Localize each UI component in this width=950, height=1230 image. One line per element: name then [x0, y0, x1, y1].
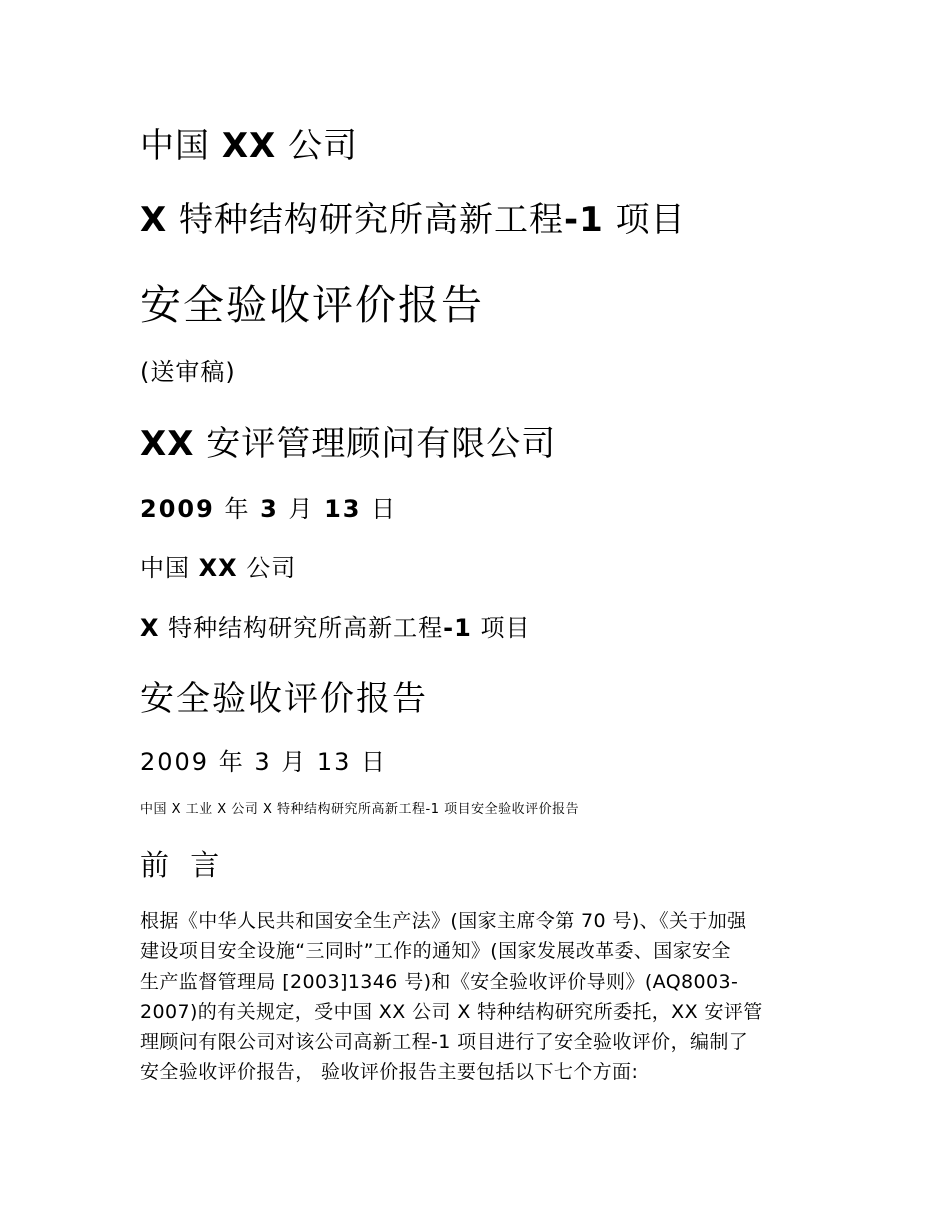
preface-line: 理顾问有限公司对该公司高新工程-1 项目进行了安全验收评价，编制了 [140, 1031, 749, 1054]
cover-company-name: 中国 XX 公司 [140, 126, 359, 166]
preface-line: 生产监督管理局 [2003]1346 号)和《安全验收评价导则》(AQ8003- [140, 970, 739, 993]
inner-date: 2009 年 3 月 13 日 [140, 748, 388, 776]
cover-draft-note: (送审稿) [140, 358, 236, 386]
inner-project-name: X 特种结构研究所高新工程-1 项目 [140, 614, 531, 642]
cover-project-name: X 特种结构研究所高新工程-1 项目 [140, 200, 686, 240]
preface-line: 根据《中华人民共和国安全生产法》(国家主席令第 70 号)、《关于加强 [140, 910, 747, 932]
inner-company-name: 中国 XX 公司 [140, 554, 297, 582]
preface-line: 2007)的有关规定，受中国 XX 公司 X 特种结构研究所委托，XX 安评管 [140, 1000, 763, 1023]
cover-date: 2009 年 3 月 13 日 [140, 495, 398, 523]
cover-consultant-name: XX 安评管理顾问有限公司 [140, 424, 557, 464]
running-header: 中国 X 工业 X 公司 X 特种结构研究所高新工程-1 项目安全验收评价报告 [140, 802, 580, 817]
cover-report-title: 安全验收评价报告 [140, 281, 484, 329]
preface-line: 安全验收评价报告， 验收评价报告主要包括以下七个方面: [140, 1061, 639, 1084]
preface-paragraph [140, 906, 810, 1088]
preface-heading: 前 言 [140, 848, 226, 882]
preface-line: 建设项目安全设施“三同时”工作的通知》(国家发展改革委、国家安全 [140, 940, 731, 963]
inner-report-title: 安全验收评价报告 [140, 679, 428, 719]
